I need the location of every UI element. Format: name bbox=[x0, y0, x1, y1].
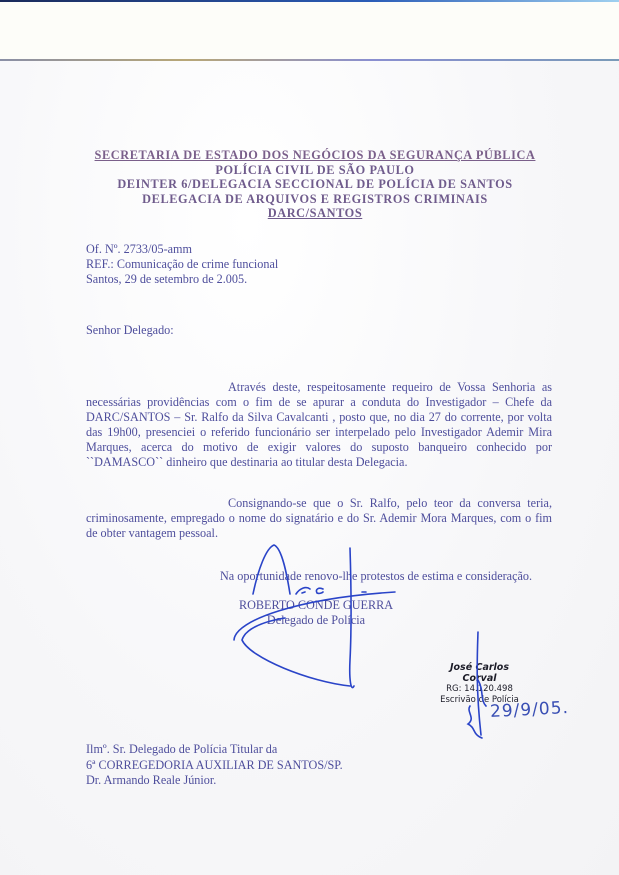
reference-block bbox=[86, 242, 278, 287]
letterhead bbox=[60, 148, 570, 221]
paragraph-2-text: Consignando-se que o Sr. Ralfo, pelo teor da conversa teria, criminosamente, empregado o nome do signatário e do Sr. Ademir Mora Marques, com o fim de obter vantagem pessoal. bbox=[86, 496, 552, 540]
letterhead-policia-civil: POLÍCIA CIVIL DE SÃO PAULO bbox=[215, 162, 415, 177]
paragraph-1-text: Através deste, respeitosamente requeiro de Vossa Senhoria as necessárias providências com o fim de se apurar a conduta do Investigador – Chefe da DARC/SANTOS – Sr. Ralfo da Silva Cavalcanti , posto que, no dia 27 do corrente, por volta das 19h00, presenciei o referido funcionário ser interpelado pelo Investigador Ademir Mira Marques, acerca do motivo de exigir valores do suposto banqueiro conhecido por ``DAMASCO`` dinheiro que destinaria ao titular desta Delegacia. bbox=[86, 380, 552, 469]
office-number: Of. Nº. 2733/05-amm bbox=[86, 242, 193, 256]
addressee-line-3: Dr. Armando Reale Júnior. bbox=[86, 773, 217, 787]
subject-line: REF.: Comunicação de crime funcional bbox=[86, 257, 279, 271]
letterhead-darc: DARC/SANTOS bbox=[267, 206, 363, 220]
signer-name: ROBERTO CONDE GUERRA bbox=[238, 598, 394, 612]
clerk-stamp bbox=[432, 662, 527, 706]
salutation: Senhor Delegado: bbox=[86, 323, 174, 337]
signer-block bbox=[236, 598, 396, 628]
clerk-rg: RG: 14.120.498 bbox=[446, 684, 513, 694]
place-date: Santos, 29 de setembro de 2.005. bbox=[86, 272, 248, 286]
body-paragraph-2 bbox=[86, 496, 552, 541]
clerk-name: José Carlos Corval bbox=[450, 662, 509, 684]
addressee-block bbox=[86, 742, 343, 789]
addressee-line-1: Ilmº. Sr. Delegado de Polícia Titular da bbox=[86, 742, 278, 756]
addressee-line-2: 6ª CORREGEDORIA AUXILIAR DE SANTOS/SP. bbox=[86, 757, 343, 772]
letterhead-delegacia: DELEGACIA DE ARQUIVOS E REGISTROS CRIMINAIS bbox=[142, 191, 488, 206]
underlying-sheet bbox=[0, 2, 619, 59]
body-paragraph-1 bbox=[86, 380, 552, 470]
signer-title: Delegado de Polícia bbox=[266, 613, 366, 627]
letterhead-deinter: DEINTER 6/DELEGACIA SECCIONAL DE POLÍCIA DE SANTOS bbox=[117, 177, 513, 191]
letterhead-secretaria: SECRETARIA DE ESTADO DOS NEGÓCIOS DA SEGURANÇA PÚBLICA bbox=[94, 148, 536, 162]
handwritten-date: 29/9/05. bbox=[489, 697, 570, 723]
closing-line: Na oportunidade renovo-lhe protestos de estima e consideração. bbox=[220, 569, 533, 583]
clerk-title: Escrivão de Polícia bbox=[440, 695, 519, 705]
